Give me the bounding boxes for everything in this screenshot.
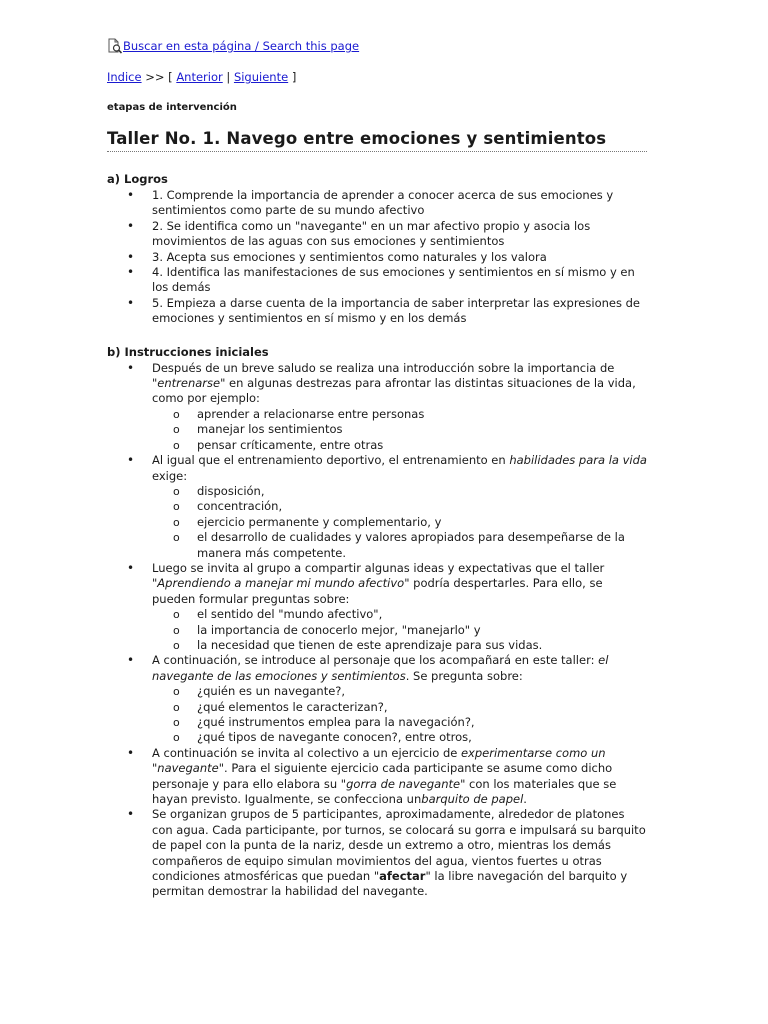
indice-link[interactable]: Indice <box>107 70 142 84</box>
sub-list-item: o el sentido del "mundo afectivo", <box>152 607 647 622</box>
sub-list-item: o pensar críticamente, entre otras <box>152 438 647 453</box>
document-body <box>107 34 647 900</box>
item-text: Al igual que el entrenamiento deportivo, el entrenamiento en <box>152 453 510 468</box>
item-text: " en algunas destrezas para afrontar las distintas situaciones de la vida, como por ejemplo: <box>152 376 636 406</box>
section-label: etapas de intervención <box>107 102 237 113</box>
instrucciones-heading: b) Instrucciones iniciales <box>107 344 269 359</box>
item-text: " podría despertarles. Para ello, se pueden formular preguntas sobre: <box>152 576 603 606</box>
item-text: Se organizan grupos de 5 participantes, aproximadamente, alrededor de platones con agua. Cada participante, por turnos, se colocará su gorra e impulsará su barquito de papel con la punta de la nariz, desde un extremo a otro, mientras los demás compañeros de equipo simulan movimientos del agua, vientos fuertes u otras condiciones atmosféricas que puedan " <box>152 807 646 884</box>
item-text: Luego se invita al grupo a compartir algunas ideas y expectativas que el taller " <box>152 560 605 591</box>
item-text: . Se pregunta sobre: <box>405 668 523 683</box>
list-item: • 3. Acepta sus emociones y sentimientos como naturales y los valora <box>107 250 647 265</box>
item-emphasis: experimentarse como un "navegante" <box>152 745 606 776</box>
list-item <box>107 453 647 561</box>
sub-list-item: o manejar los sentimientos <box>152 422 647 437</box>
item-emphasis: barquito de papel <box>421 792 524 807</box>
list-item: • 5. Empieza a darse cuenta de la importancia de saber interpretar las expresiones de emociones y sentimientos en sí mismo y en los demás <box>107 296 647 327</box>
list-item: • 4. Identifica las manifestaciones de sus emociones y sentimientos en sí mismo y en los demás <box>107 265 647 296</box>
sub-list-item: o ejercicio permanente y complementario, y <box>152 515 647 530</box>
sub-list-item: o aprender a relacionarse entre personas <box>152 407 647 422</box>
instrucciones-list <box>107 361 647 900</box>
item-text: A continuación se invita al colectivo a un ejercicio de <box>152 745 461 760</box>
sub-list-item: o ¿qué tipos de navegante conocen?, entre otros, <box>152 730 647 745</box>
item-bold: afectar <box>379 869 426 884</box>
sub-list-item: o disposición, <box>152 484 647 499</box>
list-item <box>107 807 647 899</box>
list-item <box>107 746 647 808</box>
sub-list <box>152 407 647 453</box>
list-item: • 2. Se identifica como un "navegante" en un mar afectivo propio y asocia los movimientos de las aguas con sus emociones y sentimientos <box>107 219 647 250</box>
item-emphasis: entrenarse <box>157 376 221 391</box>
list-item: • 1. Comprende la importancia de aprender a conocer acerca de sus emociones y sentimientos como parte de su mundo afectivo <box>107 188 647 219</box>
siguiente-link[interactable]: Siguiente <box>233 70 289 84</box>
sub-list-item: o ¿qué elementos le caracterizan?, <box>152 700 647 715</box>
nav-close-bracket: ] <box>291 70 297 84</box>
sub-list-item: o concentración, <box>152 499 647 514</box>
sub-list <box>152 484 647 561</box>
item-text: Después de un breve saludo se realiza una introducción sobre la importancia de " <box>152 360 615 391</box>
item-emphasis: habilidades para la vida <box>509 453 647 468</box>
sub-list-item: o la importancia de conocerlo mejor, "manejarlo" y <box>152 623 647 638</box>
search-link[interactable]: Buscar en esta página / Search this page <box>123 39 360 53</box>
list-item <box>107 653 647 745</box>
item-emphasis: gorra de navegante <box>346 776 461 791</box>
nav-separator: >> [ <box>145 70 173 84</box>
sub-list <box>152 684 647 746</box>
item-emphasis: el navegante de las emociones y sentimientos <box>152 653 609 683</box>
item-text: . Para el siguiente ejercicio cada participante se asume como dicho personaje y para ello elabora su " <box>152 761 613 791</box>
search-page-icon[interactable] <box>107 38 123 54</box>
item-text: " con los materiales que se hayan previsto. Igualmente, se confecciona un <box>152 776 617 807</box>
item-emphasis: Aprendiendo a manejar mi mundo afectivo <box>157 576 405 591</box>
list-item <box>107 561 647 653</box>
sub-list-item: o la necesidad que tienen de este aprendizaje para sus vidas. <box>152 638 647 653</box>
sub-list-item: o ¿qué instrumentos emplea para la navegación?, <box>152 715 647 730</box>
nav-breadcrumb <box>107 68 647 86</box>
anterior-link[interactable]: Anterior <box>176 70 223 84</box>
page-title: Taller No. 1. Navego entre emociones y sentimientos <box>107 128 647 152</box>
item-text: " la libre navegación del barquito y permitan demostrar la habilidad del navegante. <box>152 869 628 899</box>
item-text: exige: <box>152 468 188 483</box>
search-row <box>107 34 647 58</box>
nav-pipe: | <box>226 70 231 84</box>
sub-list <box>152 607 647 653</box>
logros-heading: a) Logros <box>107 172 168 186</box>
sub-list-item: o ¿quién es un navegante?, <box>152 684 647 699</box>
logros-list <box>107 188 647 327</box>
item-text: A continuación, se introduce al personaje que los acompañará en este taller: <box>152 653 599 668</box>
list-item <box>107 361 647 453</box>
sub-list-item: o el desarrollo de cualidades y valores apropiados para desempeñarse de la manera más competente. <box>152 530 647 561</box>
item-text: . <box>523 792 527 807</box>
